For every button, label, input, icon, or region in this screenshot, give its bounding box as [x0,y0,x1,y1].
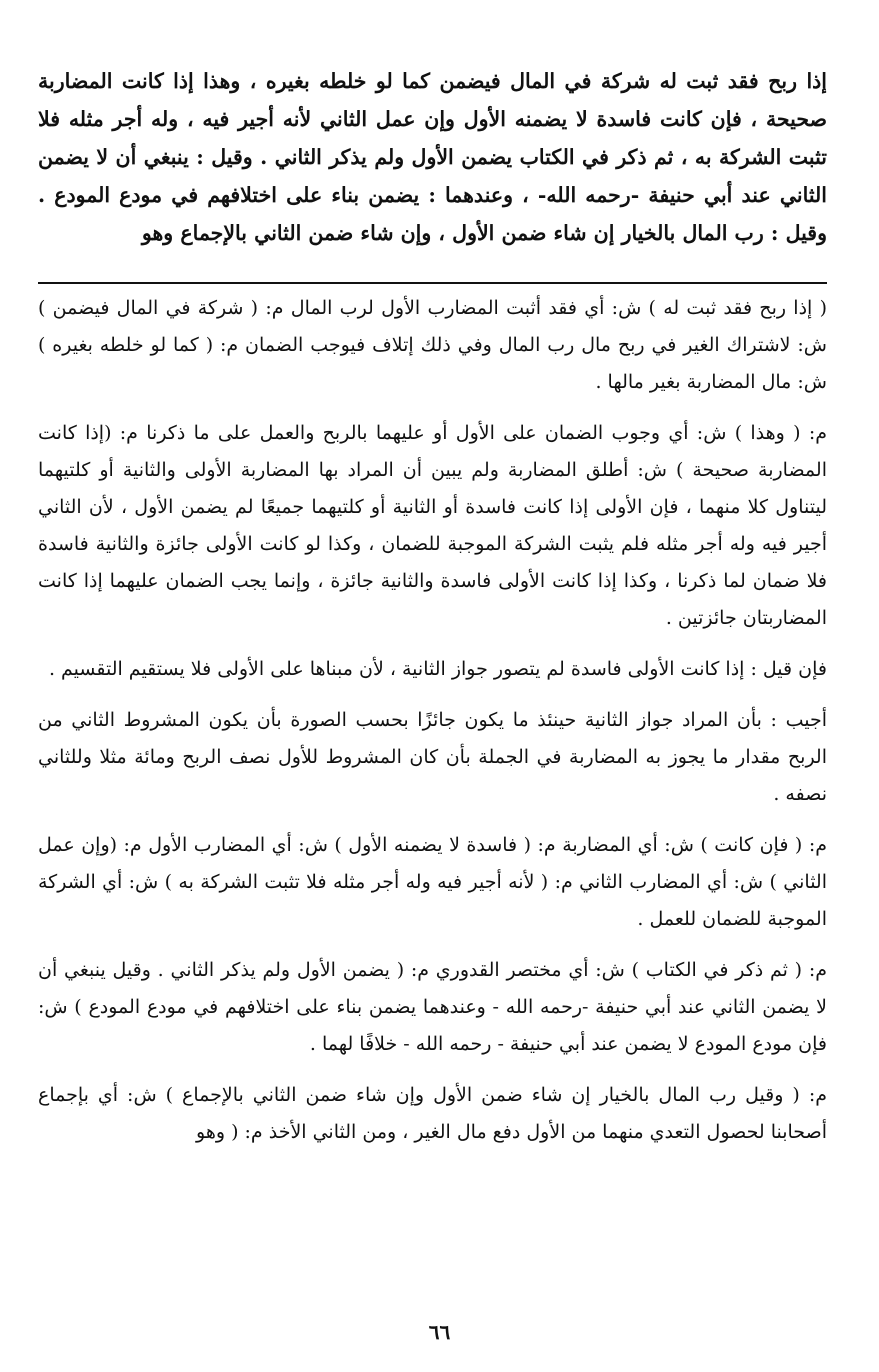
separator-rule [38,282,827,284]
commentary-paragraph: م: ( وهذا ) ش: أي وجوب الضمان على الأول أو عليهما بالربح والعمل على ما ذكرنا م: (إذا كانت المضاربة صحيحة ) ش: أطلق المضاربة ولم يبين أن المراد بها المضاربة الأولى والثانية أو كلتيهما ليتناول كلا منهما ، فإن الأولى إذا كانت فاسدة أو الثانية أو كلتيهما جميعًا لم يضمن الأول ، لأن الثاني أجير فيه وله أجر مثله فلم يثبت الشركة الموجبة للضمان ، وكذا لو كانت الأولى جائزة والثانية فاسدة فلا ضمان لما ذكرنا ، وكذا إذا كانت الأولى فاسدة والثانية جائزة ، وإنما يجب الضمان عليهما إذا كانت المضاربتان جائزتين . [38,422,827,629]
commentary-paragraph: م: ( وقيل رب المال بالخيار إن شاء ضمن الأول وإن شاء ضمن الثاني بالإجماع ) ش: أي بإجماع أصحابنا لحصول التعدي منهما من الأول دفع مال الغير ، ومن الثاني الأخذ م: ( وهو [38,1084,827,1143]
commentary-paragraph: فإن قيل : إذا كانت الأولى فاسدة لم يتصور جواز الثانية ، لأن مبناها على الأولى فلا يستقيم التقسيم . [48,658,827,680]
commentary-paragraph: أجيب : بأن المراد جواز الثانية حينئذ ما يكون جائزًا بحسب الصورة بأن يكون المشروط الثاني من الربح مقدار ما يجوز به المضاربة في الجملة بأن كان المشروط للأول نصف الربح ومائة مثلا وللثاني نصفه . [38,709,827,805]
main-text: إذا ربح فقد ثبت له شركة في المال فيضمن كما لو خلطه بغيره ، وهذا إذا كانت المضاربة صحيحة ، فإن كانت فاسدة لا يضمنه الأول وإن عمل الثاني لأنه أجير فيه ، وله أجر مثله فلا تثبت الشركة به ، ثم ذكر في الكتاب يضمن الأول ولم يذكر الثاني . وقيل : ينبغي أن لا يضمن الثاني عند أبي حنيفة -رحمه الله- ، وعندهما : يضمن بناء على اختلافهم في مودع المودع . وقيل : رب المال بالخيار إن شاء ضمن الأول ، وإن شاء ضمن الثاني بالإجماع وهو [38,69,827,245]
commentary-paragraph: ( إذا ربح فقد ثبت له ) ش: أي فقد أثبت المضارب الأول لرب المال م: ( شركة في المال فيضمن ) ش: لاشتراك الغير في ربح مال رب المال وفي ذلك إتلاف فيوجب الضمان م: ( كما لو خلطه بغيره ) ش: مال المضاربة بغير مالها . [38,297,827,393]
page-number: ٦٦ [428,1320,451,1344]
commentary [38,290,827,1151]
commentary-paragraph: م: ( فإن كانت ) ش: أي المضاربة م: ( فاسدة لا يضمنه الأول ) ش: أي المضارب الأول م: (وإن عمل الثاني ) ش: أي المضارب الثاني م: ( لأنه أجير فيه وله أجر مثله فلا تثبت الشركة به ) ش: أي الشركة الموجبة للضمان للعمل . [38,834,827,930]
commentary-paragraph: م: ( ثم ذكر في الكتاب ) ش: أي مختصر القدوري م: ( يضمن الأول ولم يذكر الثاني . وقيل ينبغي أن لا يضمن الثاني عند أبي حنيفة -رحمه الله - وعندهما يضمن بناء على اختلافهم في مودع المودع ) ش: فإن مودع المودع لا يضمن عند أبي حنيفة - رحمه الله - خلافًا لهما . [38,959,827,1055]
document-page [38,62,827,1372]
